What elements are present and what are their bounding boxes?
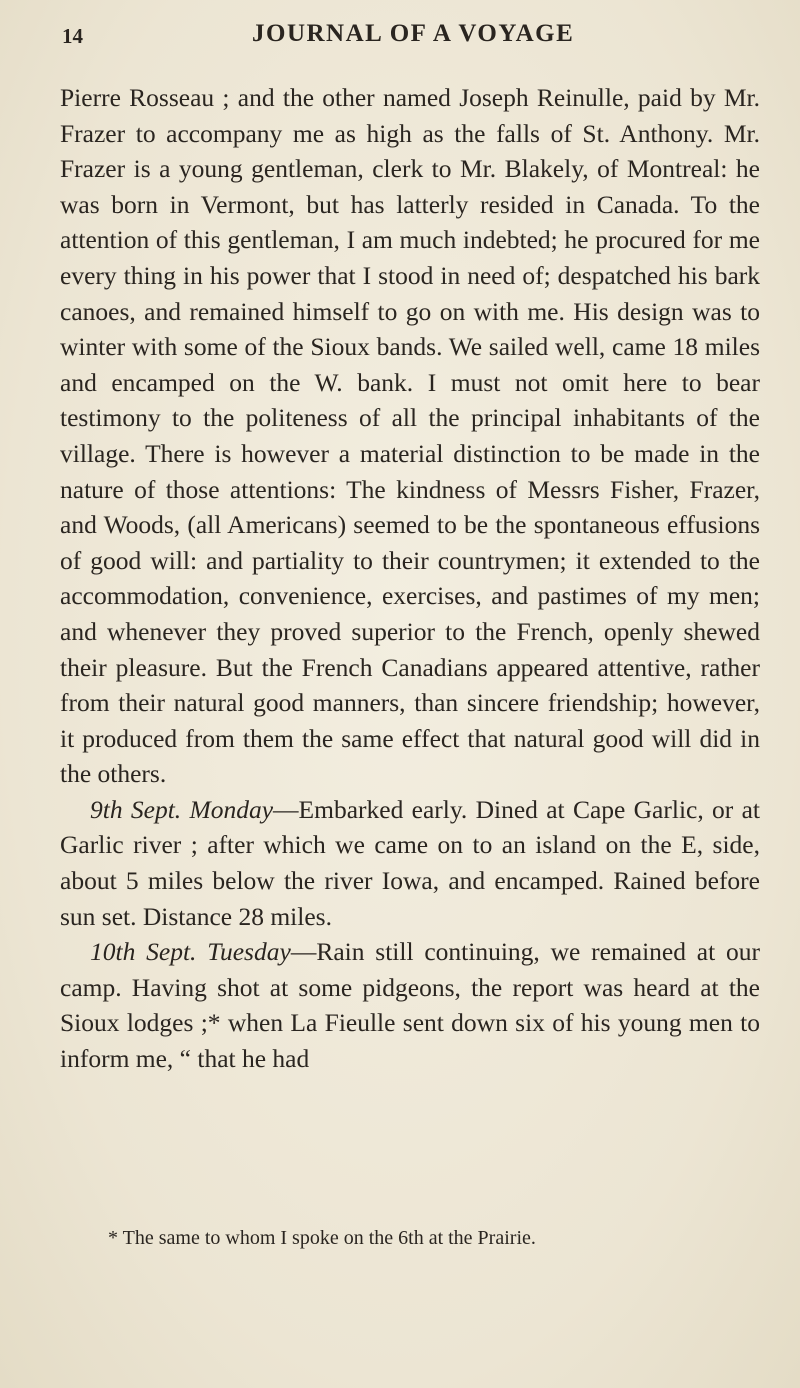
- page-header: [62, 10, 740, 50]
- entry-date-9th: 9th Sept. Monday: [90, 794, 274, 824]
- body-text: [60, 80, 760, 1077]
- paragraph-3: [60, 934, 760, 1076]
- entry-text-10th: —Rain still continuing, we remained at our camp. Having shot at some pidgeons, the report was heard at the Sioux lodges ;* when La Fieulle sent down six of his young men to inform me, “ that he had: [60, 937, 760, 1074]
- paragraph-1: Pierre Rosseau ; and the other named Joseph Reinulle, paid by Mr. Frazer to accompany me as high as the falls of St. Anthony. Mr. Frazer is a young gentleman, clerk to Mr. Blakely, of Montreal: he was born in Vermont, but has latterly resided in Canada. To the attention of this gentleman, I am much indebted; he procured for me every thing in his power that I stood in need of; despatched his bark canoes, and remained himself to go on with me. His design was to winter with some of the Sioux bands. We sailed well, came 18 miles and encamped on the W. bank. I must not omit here to bear testimony to the politeness of all the principal inhabitants of the village. There is however a material distinction to be made in the nature of those attentions: The kindness of Messrs Fisher, Frazer, and Woods, (all Americans) seemed to be the spontaneous effusions of good will: and partiality to their countrymen; it extended to the accommodation, convenience, exercises, and pastimes of my men; and whenever they proved superior to the French, openly shewed their pleasure. But the French Canadians appeared attentive, rather from their natural good manners, than sincere friendship; however, it produced from them the same effect that natural good will did in the others.: [60, 83, 760, 789]
- page-number: 14: [62, 24, 83, 48]
- paragraph-2: [60, 792, 760, 934]
- entry-date-10th: 10th Sept. Tuesday: [90, 937, 291, 967]
- entry-text-9th: —Embarked early. Dined at Cape Garlic, or at Garlic river ; after which we came on to an island on the E, side, about 5 miles below the river Iowa, and encamped. Rained before sun set. Distance 28 miles.: [60, 794, 760, 931]
- running-head: JOURNAL OF A VOYAGE: [252, 20, 575, 47]
- footnote: * The same to whom I spoke on the 6th at the Prairie.: [108, 1227, 536, 1249]
